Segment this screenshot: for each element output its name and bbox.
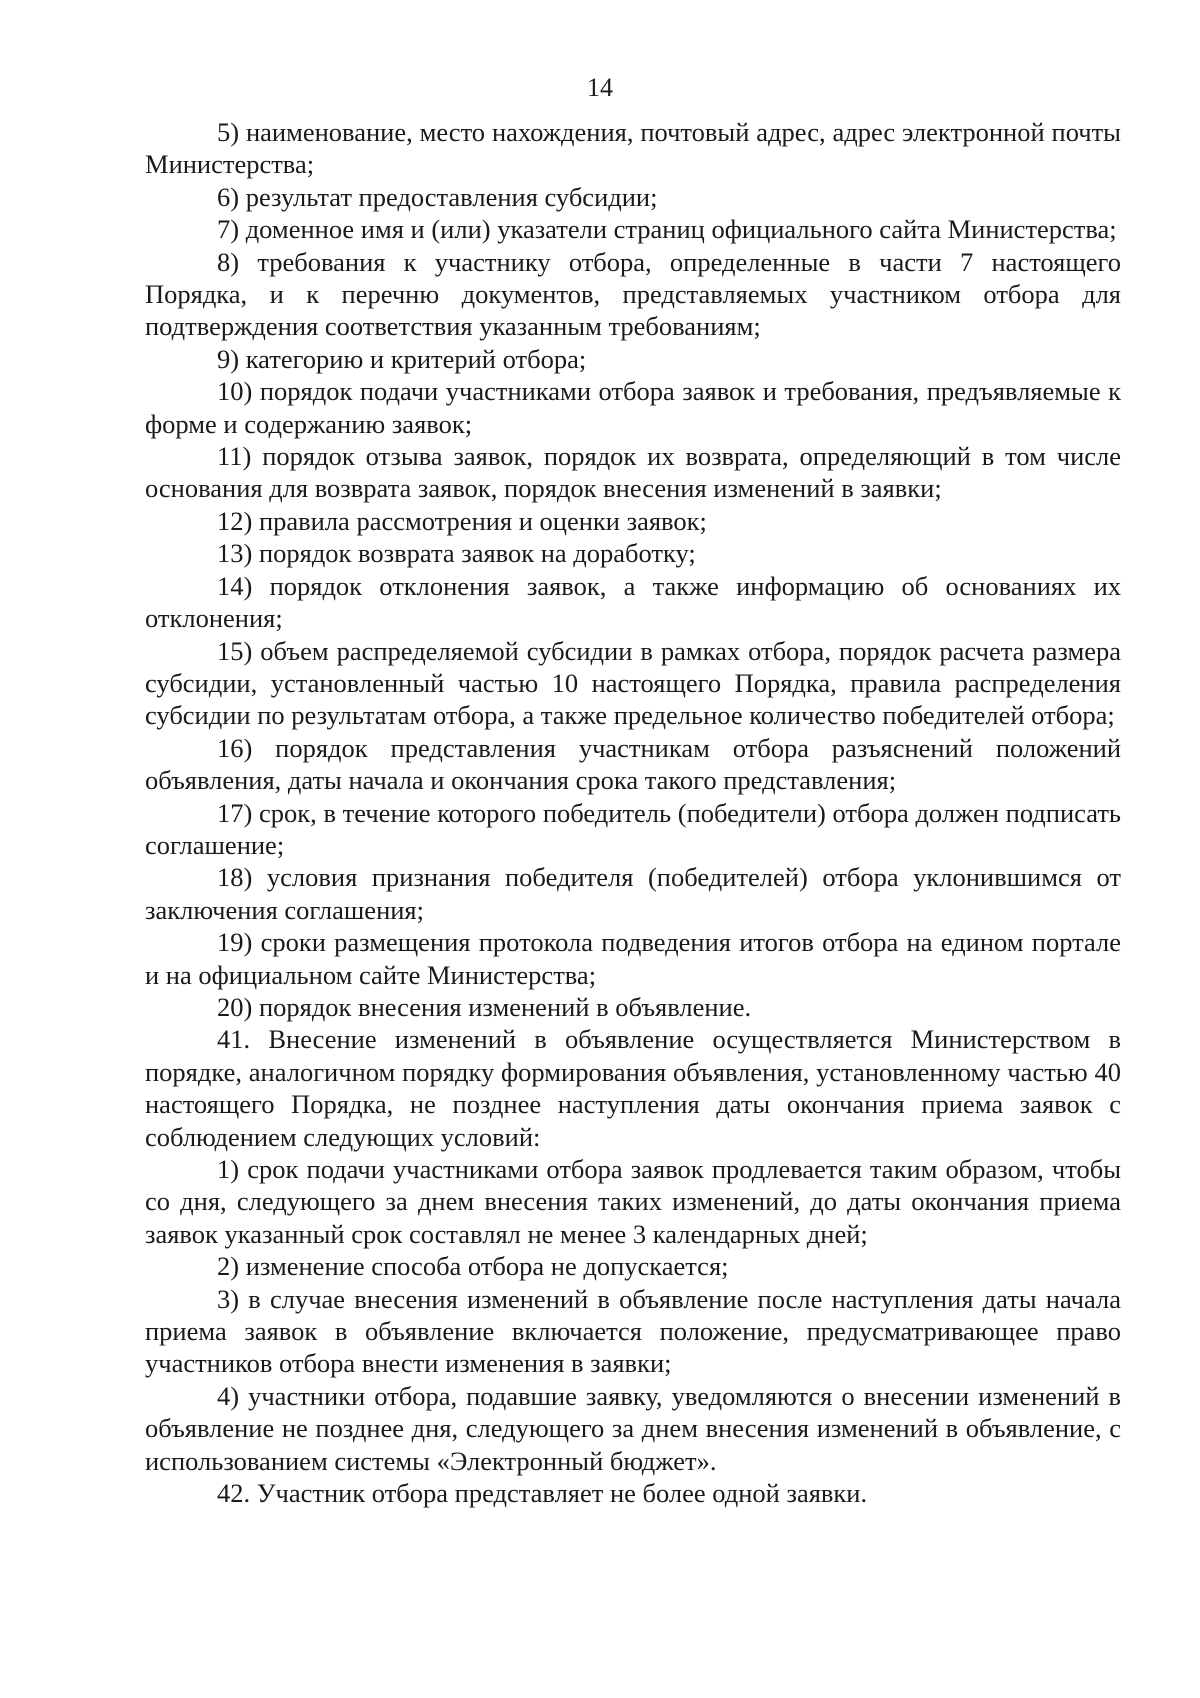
paragraph-item-18: 18) условия признания победителя (победителей) отбора уклонившимся от заключения соглашения; [145,862,1121,925]
paragraph-section-41: 41. Внесение изменений в объявление осуществляется Министерством в порядке, аналогичном порядку формирования объявления, установленному частью 40 настоящего Порядка, не позднее наступления даты окончания приема заявок с соблюдением следующих условий: [145,1024,1121,1152]
paragraph-item-11: 11) порядок отзыва заявок, порядок их возврата, определяющий в том числе основания для возврата заявок, порядок внесения изменений в заявки; [145,441,1121,504]
paragraph-item-14: 14) порядок отклонения заявок, а также информацию об основаниях их отклонения; [145,570,1121,634]
paragraph-item-16: 16) порядок представления участникам отбора разъяснений положений объявления, даты начала и окончания срока такого представления; [145,732,1121,796]
paragraph-item-5: 5) наименование, место нахождения, почтовый адрес, адрес электронной почты Министерства; [145,117,1121,180]
paragraph-item-13: 13) порядок возврата заявок на доработку; [217,538,696,569]
paragraph-condition-1: 1) срок подачи участниками отбора заявок продлевается таким образом, чтобы со дня, следующего за днем внесения таких изменений, до даты окончания приема заявок указанный срок составлял не менее 3 календарных дней; [145,1154,1121,1249]
paragraph-item-19: 19) сроки размещения протокола подведения итогов отбора на едином портале и на официальном сайте Министерства; [145,927,1121,990]
paragraph-item-12: 12) правила рассмотрения и оценки заявок; [217,505,707,536]
document-body [145,116,1121,1509]
paragraph-condition-2: 2) изменение способа отбора не допускается; [217,1251,729,1282]
paragraph-item-15: 15) объем распределяемой субсидии в рамках отбора, порядок расчета размера субсидии, установленный частью 10 настоящего Порядка, правила распределения субсидии по результатам отбора, а также предельное количество победителей отбора; [145,635,1121,731]
page-number: 14 [587,73,613,102]
paragraph-item-7: 7) доменное имя и (или) указатели страниц официального сайта Министерства; [217,214,1117,245]
paragraph-item-6: 6) результат предоставления субсидии; [217,181,658,212]
paragraph-item-17: 17) срок, в течение которого победитель (победители) отбора должен подписать соглашение; [145,797,1121,860]
paragraph-item-10: 10) порядок подачи участниками отбора заявок и требования, предъявляемые к форме и содержанию заявок; [145,376,1121,439]
paragraph-condition-3: 3) в случае внесения изменений в объявление после наступления даты начала приема заявок в объявление включается положение, предусматривающее право участников отбора внести изменения в заявки; [145,1283,1121,1379]
paragraph-condition-4: 4) участники отбора, подавшие заявку, уведомляются о внесении изменений в объявление не позднее дня, следующего за днем внесения изменений в объявление, с использованием системы «Электронный бюджет». [145,1380,1121,1476]
paragraph-item-8: 8) требования к участнику отбора, определенные в части 7 настоящего Порядка, и к перечню документов, представляемых участником отбора для подтверждения соответствия указанным требованиям; [145,246,1121,342]
paragraph-item-9: 9) категорию и критерий отбора; [217,343,587,374]
paragraph-section-42: 42. Участник отбора представляет не более одной заявки. [217,1478,868,1509]
paragraph-item-20: 20) порядок внесения изменений в объявление. [217,991,752,1022]
